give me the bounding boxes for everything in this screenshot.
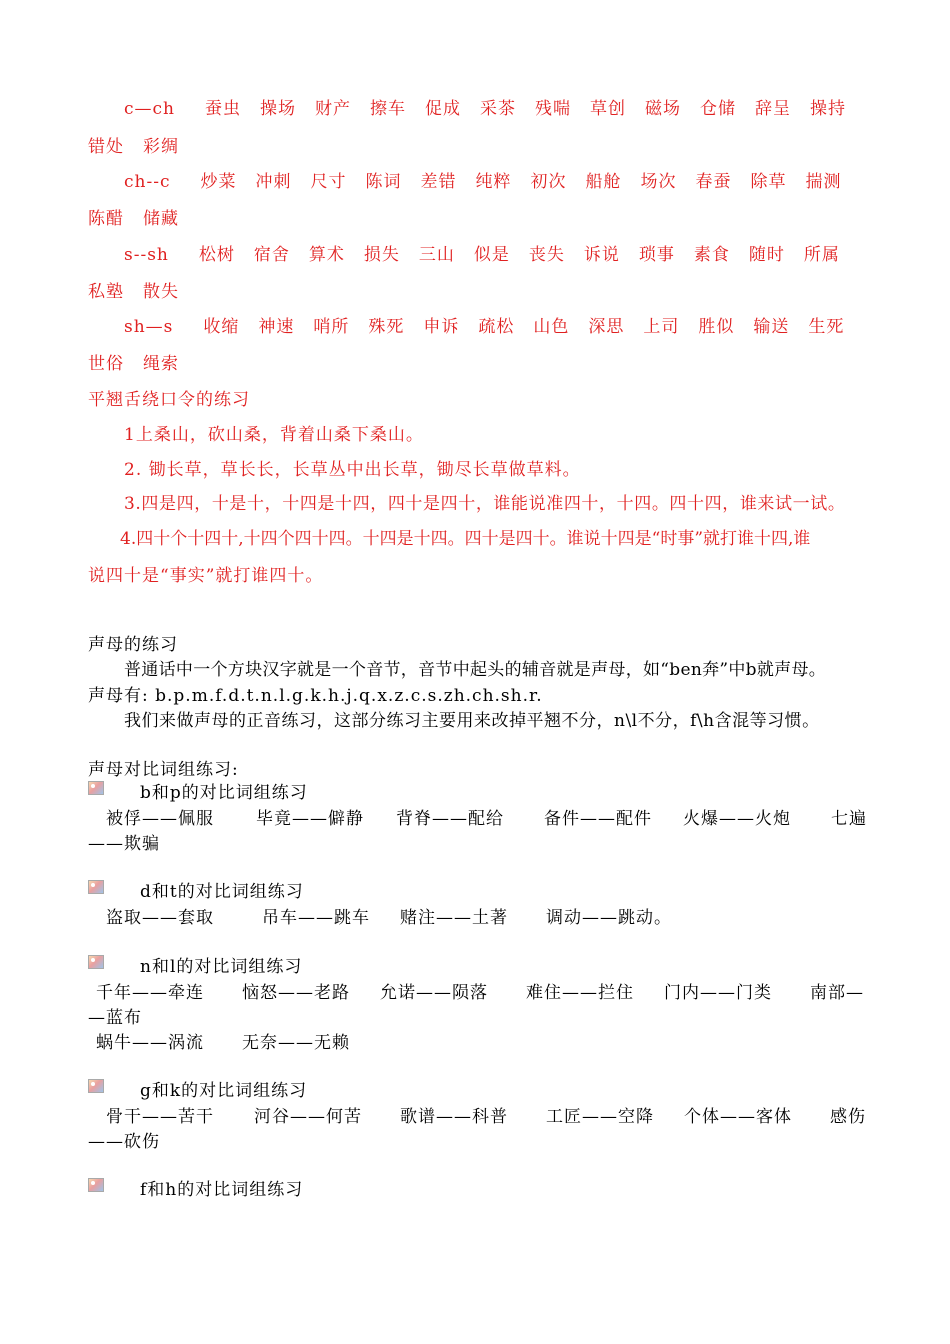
word: 收缩: [203, 317, 240, 337]
word: 草创: [590, 99, 626, 119]
contrast-row-sh-s-cont: [88, 349, 198, 374]
pair-row-cont: ——砍伤: [88, 1132, 160, 1152]
contrast-row-c-ch: [124, 94, 865, 119]
word-pair: 歌谱——科普: [400, 1107, 508, 1127]
word: 散失: [143, 282, 179, 302]
word: 输送: [753, 317, 790, 337]
word: 深思: [588, 317, 625, 337]
word-pair: 盗取——套取: [106, 908, 214, 928]
word-pair: 七遍: [831, 809, 867, 829]
word-pair: 备件——配件: [544, 809, 652, 829]
word: 错处: [88, 137, 124, 157]
pair-row-cont: ——欺骗: [88, 834, 160, 854]
broken-image-icon: [88, 880, 104, 894]
contrast-label: ch--c: [124, 172, 171, 192]
word-pair: 允诺——陨落: [380, 983, 488, 1003]
section-title-n-l: n和l的对比词组练习: [140, 957, 303, 977]
broken-image-icon: [88, 955, 104, 969]
word-pair: 感伤: [830, 1107, 866, 1127]
word: 松树: [198, 245, 235, 265]
contrast-row-sh-s: [124, 312, 863, 337]
word: 生死: [808, 317, 845, 337]
word: 随时: [748, 245, 785, 265]
broken-image-icon: [88, 1178, 104, 1192]
word-pair: 南部—: [810, 983, 864, 1003]
section-title-b-p: b和p的对比词组练习: [140, 783, 308, 803]
word: 宿舍: [253, 245, 290, 265]
word: 辞呈: [755, 99, 791, 119]
word-pair: 调动——跳动。: [546, 908, 672, 928]
broken-image-icon: [88, 781, 104, 795]
word-pair: 骨干——苦干: [106, 1107, 214, 1127]
word-pair: 恼怒——老路: [242, 983, 350, 1003]
word: 场次: [640, 172, 677, 192]
word: 仓储: [700, 99, 736, 119]
contrast-row-s-sh-cont: [88, 277, 198, 302]
contrast-label: s--sh: [124, 245, 169, 265]
broken-image-icon: [88, 1079, 104, 1093]
word: 彩绸: [143, 137, 179, 157]
word: 储藏: [143, 209, 179, 229]
word: 除草: [750, 172, 787, 192]
word: 操持: [810, 99, 846, 119]
pair-row: [106, 903, 672, 928]
word: 采茶: [480, 99, 516, 119]
word: 算术: [308, 245, 345, 265]
word-pair: 被俘——佩服: [106, 809, 214, 829]
word: 财产: [315, 99, 351, 119]
word: 残喘: [535, 99, 571, 119]
word: 炒菜: [200, 172, 237, 192]
word: 陈词: [365, 172, 402, 192]
word: 差错: [420, 172, 457, 192]
contrast-heading: 声母对比词组练习:: [88, 760, 239, 780]
contrast-row-c-ch-cont: [88, 132, 198, 157]
contrast-row-ch-c-cont: [88, 204, 198, 229]
tongue-twister-4: 4.四十个十四十,十四个四十四。十四是十四。四十是四十。谁说十四是“时事”就打谁十四,谁: [120, 529, 811, 549]
word-pair: 背脊——配给: [396, 809, 504, 829]
word: 山色: [533, 317, 570, 337]
word: 春蚕: [695, 172, 732, 192]
contrast-row-ch-c: [124, 167, 860, 192]
word-pair: 难住——拦住: [526, 983, 634, 1003]
word: 神速: [258, 317, 295, 337]
initials-paragraph-2: 我们来做声母的正音练习，这部分练习主要用来改掉平翘不分，n\l不分，f\h含混等习惯。: [124, 711, 820, 731]
word-pair: 无奈——无赖: [242, 1033, 350, 1053]
word: 三山: [418, 245, 455, 265]
section-title-d-t: d和t的对比词组练习: [140, 882, 304, 902]
word: 操场: [260, 99, 296, 119]
tongue-twister-1: 1上桑山，砍山桑，背着山桑下桑山。: [124, 425, 424, 445]
word: 殊死: [368, 317, 405, 337]
contrast-label: sh—s: [124, 317, 174, 337]
word-pair: 赌注——土著: [400, 908, 508, 928]
contrast-row-s-sh: [124, 240, 859, 265]
section-title-f-h: f和h的对比词组练习: [140, 1180, 304, 1200]
word: 初次: [530, 172, 567, 192]
word: 促成: [425, 99, 461, 119]
word-pair: 毕竟——僻静: [256, 809, 364, 829]
word: 胜似: [698, 317, 735, 337]
word-pair: 门内——门类: [664, 983, 772, 1003]
word: 纯粹: [475, 172, 512, 192]
word: 丧失: [528, 245, 565, 265]
word: 船舱: [585, 172, 622, 192]
word: 诉说: [583, 245, 620, 265]
pair-row-cont: —蓝布: [88, 1008, 142, 1028]
tongue-twister-heading: 平翘舌绕口令的练习: [88, 390, 250, 410]
contrast-label: c—ch: [124, 99, 175, 119]
word: 冲刺: [255, 172, 292, 192]
word: 所属: [803, 245, 840, 265]
word: 素食: [693, 245, 730, 265]
word: 似是: [473, 245, 510, 265]
pair-row: [96, 978, 864, 1003]
word-pair: 蜗牛——涡流: [96, 1033, 204, 1053]
word-pair: 吊车——跳车: [262, 908, 370, 928]
word: 上司: [643, 317, 680, 337]
word: 绳索: [143, 354, 179, 374]
pair-row: [106, 1102, 866, 1127]
pair-row: [106, 804, 867, 829]
tongue-twister-3: 3.四是四，十是十，十四是十四，四十是四十，谁能说准四十，十四。四十四，谁来试一试。: [124, 494, 846, 514]
word: 哨所: [313, 317, 350, 337]
word-pair: 工匠——空降: [546, 1107, 654, 1127]
initials-paragraph-1: 普通话中一个方块汉字就是一个音节，音节中起头的辅音就是声母，如“ben奔”中b就声母。: [124, 660, 827, 680]
word-pair: 火爆——火炮: [683, 809, 791, 829]
word: 尺寸: [310, 172, 347, 192]
word: 琐事: [638, 245, 675, 265]
initials-list: 声母有: b.p.m.f.d.t.n.l.g.k.h.j.q.x.z.c.s.zh.ch.sh.r.: [88, 686, 543, 706]
word: 陈醋: [88, 209, 124, 229]
tongue-twister-4-cont: 说四十是“事实”就打谁四十。: [88, 566, 324, 586]
word: 揣测: [805, 172, 842, 192]
word-pair: 千年——牵连: [96, 983, 204, 1003]
word: 疏松: [478, 317, 515, 337]
word: 申诉: [423, 317, 460, 337]
word-pair: 个体——客体: [684, 1107, 792, 1127]
word: 损失: [363, 245, 400, 265]
word-pair: 河谷——何苦: [254, 1107, 362, 1127]
word: 蚕虫: [205, 99, 241, 119]
word: 磁场: [645, 99, 681, 119]
word: 擦车: [370, 99, 406, 119]
initials-heading: 声母的练习: [88, 635, 178, 655]
tongue-twister-2: 2. 锄长草，草长长，长草丛中出长草，锄尽长草做草料。: [124, 460, 581, 480]
section-title-g-k: g和k的对比词组练习: [140, 1081, 308, 1101]
word: 私塾: [88, 282, 124, 302]
pair-row: [96, 1028, 350, 1053]
word: 世俗: [88, 354, 124, 374]
